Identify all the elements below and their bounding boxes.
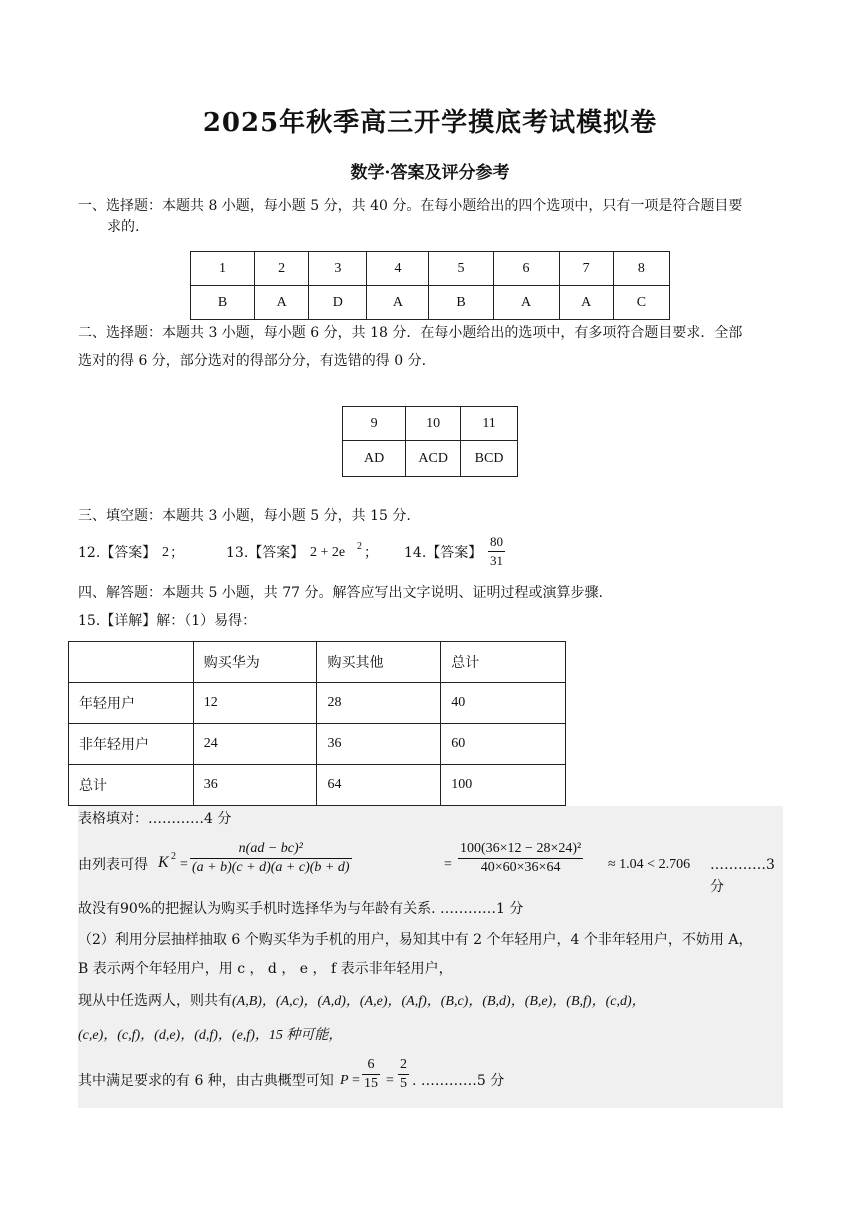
k2-exponent: 2 <box>171 851 176 862</box>
table-cell: 64 <box>317 765 441 806</box>
answer-cell: C <box>613 286 669 320</box>
answer-cell: BCD <box>461 441 518 477</box>
q14-fraction <box>488 533 505 570</box>
pairs-row1: (A,B)，(A,c)，(A,d)，(A,e)，(A,f)，(B,c)，(B,d)，(B,e)，(B,f)，(c,d)， <box>232 994 646 1009</box>
prob-f2-den: 5 <box>400 1076 407 1091</box>
q15-intro: 15.【详解】解：（1）易得： <box>78 613 257 629</box>
k2-equals-2: = <box>444 857 452 872</box>
qnum-cell: 8 <box>613 252 669 286</box>
answer-row <box>191 286 670 320</box>
k2-frac1-num: n(ad − bc)² <box>190 840 352 859</box>
page-subtitle: 数学·答案及评分参考 <box>350 163 510 183</box>
table-cell: 100 <box>441 765 566 806</box>
table-cell: 12 <box>193 683 317 724</box>
answer-cell: A <box>493 286 559 320</box>
qnum-cell: 11 <box>461 407 518 441</box>
qnum-cell: 4 <box>367 252 429 286</box>
q13-label: 13.【答案】 <box>226 545 305 561</box>
section3-heading: 三、填空题：本题共 3 小题，每小题 5 分，共 15 分. <box>78 508 411 524</box>
prob-fraction-1 <box>362 1056 380 1093</box>
fill-score-note: 表格填对：…………4 分 <box>78 811 232 827</box>
qnum-cell: 6 <box>493 252 559 286</box>
k2-fraction-general <box>190 840 352 877</box>
pairs-row2: (c,e)，(c,f)，(d,e)，(d,f)，(e,f)，15 种可能， <box>78 1028 343 1043</box>
qnum-cell: 1 <box>191 252 255 286</box>
prob-fraction-2 <box>398 1056 409 1093</box>
table-cell: 28 <box>317 683 441 724</box>
k2-equals: = <box>180 857 188 872</box>
table-cell: 24 <box>193 724 317 765</box>
section4-heading: 四、解答题：本题共 5 小题，共 77 分。解答应写出文字说明、证明过程或演算步骤. <box>78 585 603 601</box>
prob-f1-den: 15 <box>364 1076 378 1091</box>
answer-cell: A <box>255 286 309 320</box>
qnum-cell: 2 <box>255 252 309 286</box>
prob-prefix: 其中满足要求的有 6 种，由古典概型可知 <box>78 1073 334 1089</box>
answer-cell: B <box>191 286 255 320</box>
k2-frac2-den: 40×60×36×64 <box>480 860 561 875</box>
question-number-row <box>191 252 670 286</box>
answer-cell: A <box>367 286 429 320</box>
choice-answer-table-2 <box>342 406 518 477</box>
q14-numerator: 80 <box>488 533 505 552</box>
answer-cell: AD <box>343 441 406 477</box>
contingency-table <box>68 641 566 806</box>
prob-f2-num: 2 <box>398 1056 409 1075</box>
table-row <box>69 724 566 765</box>
table-row <box>69 765 566 806</box>
q13-value: 2 + 2e <box>310 545 346 560</box>
choice-answer-table-1 <box>190 251 670 320</box>
table-cell: 40 <box>441 683 566 724</box>
prob-symbol: P <box>340 1073 349 1088</box>
section2-heading-line2: 选对的得 6 分，部分选对的得部分分，有选错的得 0 分. <box>78 353 427 369</box>
k2-prefix: 由列表可得 <box>78 857 148 873</box>
table-cell: 36 <box>317 724 441 765</box>
section2-heading-line1: 二、选择题：本题共 3 小题，每小题 6 分，共 18 分．在每小题给出的选项中，有多项符合题目要求．全部 <box>78 325 743 341</box>
table-cell: 非年轻用户 <box>69 724 194 765</box>
table-cell: 总计 <box>69 765 194 806</box>
k2-symbol: K <box>158 854 169 871</box>
q12-value: 2 <box>162 545 169 560</box>
answer-cell: A <box>559 286 613 320</box>
k2-frac2-num: 100(36×12 − 28×24)² <box>458 840 583 859</box>
k2-result: ≈ 1.04 < 2.706 <box>608 857 691 872</box>
prob-equals-2: = <box>386 1073 394 1088</box>
section1-heading-line1: 一、选择题：本题共 8 小题，每小题 5 分，共 40 分。在每小题给出的四个选项中，只有一项是符合题目要 <box>78 198 743 214</box>
table-header-row <box>69 642 566 683</box>
k-squared-formula <box>78 840 778 895</box>
qnum-cell: 5 <box>429 252 493 286</box>
q12-label: 12.【答案】 <box>78 545 157 561</box>
conclusion-line: 故没有90%的把握认为购买手机时选择华为与年龄有关系. …………1 分 <box>78 901 524 917</box>
qnum-cell: 10 <box>406 407 461 441</box>
part2-line2: B 表示两个年轻用户，用 c ， d ， e ， f 表示非年轻用户， <box>78 961 453 977</box>
table-row <box>69 683 566 724</box>
q14-label: 14.【答案】 <box>404 545 483 561</box>
prob-f1-num: 6 <box>362 1056 380 1075</box>
table-cell: 购买华为 <box>193 642 317 683</box>
qnum-cell: 7 <box>559 252 613 286</box>
table-cell: 年轻用户 <box>69 683 194 724</box>
probability-line <box>78 1058 678 1102</box>
k2-frac1-den: (a + b)(c + d)(a + c)(b + d) <box>192 860 350 875</box>
q13-exponent: 2 <box>357 541 362 552</box>
qnum-cell: 3 <box>309 252 367 286</box>
table-cell: 36 <box>193 765 317 806</box>
answer-cell: ACD <box>406 441 461 477</box>
part2-line1: （2）利用分层抽样抽取 6 个购买华为手机的用户，易知其中有 2 个年轻用户，4 个非年轻用户，不妨用 A， <box>78 932 753 948</box>
table-cell <box>69 642 194 683</box>
table-cell: 购买其他 <box>317 642 441 683</box>
answer-row <box>343 441 518 477</box>
answer-cell: D <box>309 286 367 320</box>
prob-equals: = <box>352 1073 360 1088</box>
question-number-row <box>343 407 518 441</box>
qnum-cell: 9 <box>343 407 406 441</box>
prob-score: . …………5 分 <box>412 1073 505 1089</box>
part2-line3-prefix: 现从中任选两人，则共有 <box>78 993 232 1009</box>
q14-denominator: 31 <box>490 553 503 568</box>
table-cell: 总计 <box>441 642 566 683</box>
part2-line3 <box>78 990 646 1013</box>
q13-sep: ； <box>364 545 378 561</box>
answer-cell: B <box>429 286 493 320</box>
q12-sep: ； <box>170 545 184 561</box>
page-title: 2025年秋季高三开学摸底考试模拟卷 <box>202 108 658 138</box>
section1-heading-line2: 求的. <box>107 219 140 235</box>
k2-fraction-numeric <box>458 840 583 877</box>
k2-score: …………3 分 <box>710 857 775 895</box>
fill-in-answers <box>78 534 598 577</box>
table-cell: 60 <box>441 724 566 765</box>
